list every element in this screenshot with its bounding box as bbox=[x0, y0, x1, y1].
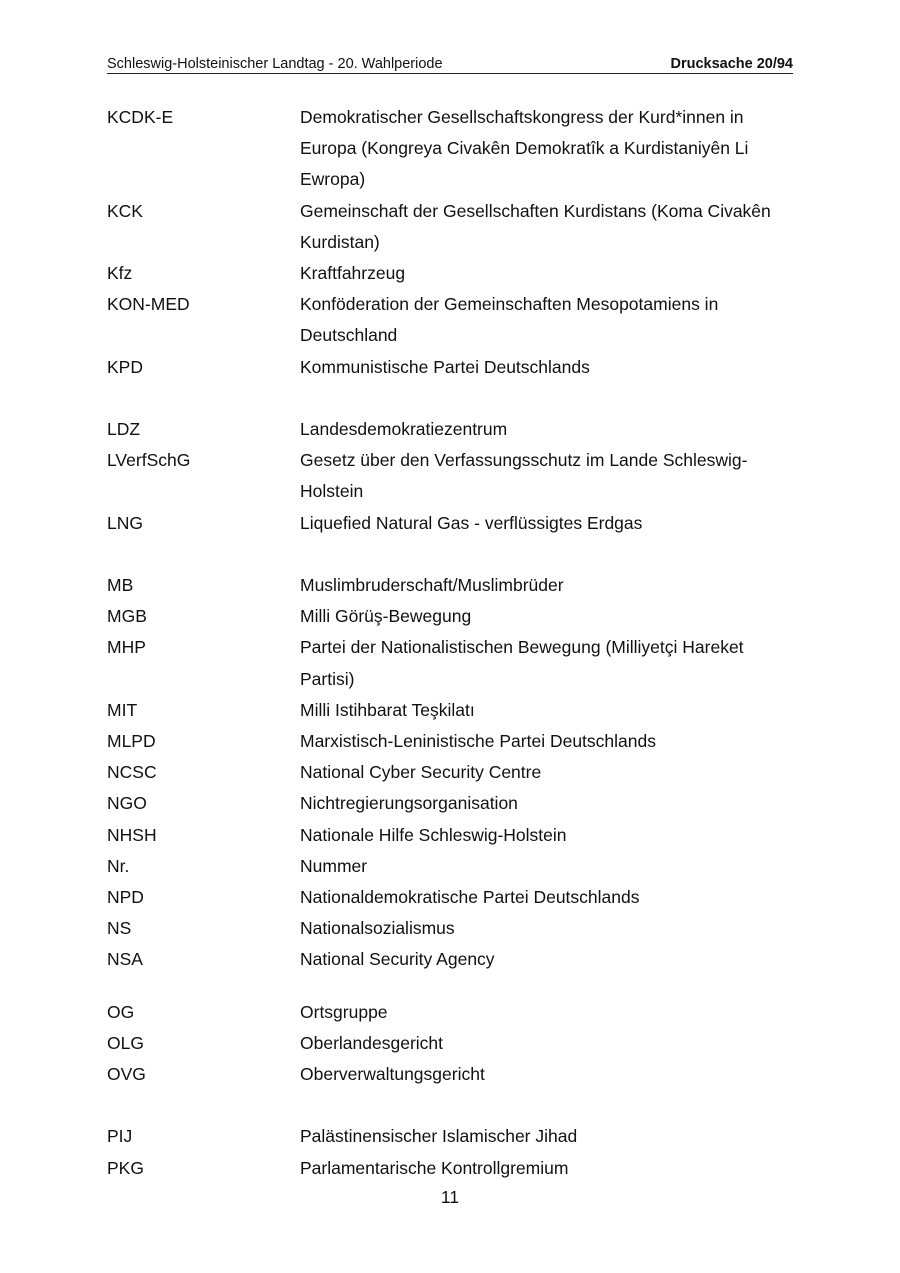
section-gap bbox=[107, 1090, 797, 1121]
abbreviation: NHSH bbox=[107, 824, 157, 845]
abbreviation: MIT bbox=[107, 699, 138, 720]
page-number: 11 bbox=[440, 1187, 460, 1207]
section-gap bbox=[107, 976, 797, 997]
definition: Kommunistische Partei Deutschlands bbox=[300, 356, 590, 377]
list-item bbox=[107, 445, 797, 507]
list-item bbox=[107, 1121, 797, 1152]
list-item bbox=[107, 726, 797, 757]
definition: Nationale Hilfe Schleswig-Holstein bbox=[300, 824, 567, 845]
definition: Gemeinschaft der Gesellschaften Kurdistans (Koma Civakên Kurdistan) bbox=[300, 200, 771, 252]
list-item bbox=[107, 757, 797, 788]
list-item bbox=[107, 1153, 797, 1184]
definition: Palästinensischer Islamischer Jihad bbox=[300, 1126, 578, 1147]
abbreviation: Nr. bbox=[107, 855, 130, 876]
list-item bbox=[107, 352, 797, 383]
section-gap bbox=[107, 539, 797, 570]
list-item bbox=[107, 695, 797, 726]
definition: Oberlandesgericht bbox=[300, 1032, 443, 1053]
definition: Liquefied Natural Gas - verflüssigtes Erdgas bbox=[300, 512, 643, 533]
abbreviation: MGB bbox=[107, 606, 147, 627]
header-title: Schleswig-Holsteinischer Landtag - 20. Wahlperiode bbox=[107, 56, 443, 72]
abbreviation: MHP bbox=[107, 637, 146, 658]
list-item bbox=[107, 944, 797, 975]
definition: Gesetz über den Verfassungsschutz im Lande Schleswig-Holstein bbox=[300, 450, 748, 502]
definition: Muslimbruderschaft/Muslimbrüder bbox=[300, 575, 564, 596]
abbreviation-list bbox=[107, 102, 797, 1184]
document-number: Drucksache 20/94 bbox=[670, 56, 793, 72]
definition: Demokratischer Gesellschaftskongress der Kurd*innen in Europa (Kongreya Civakên Demokratîk a Kurdistaniyên Li Ewropa) bbox=[300, 107, 749, 190]
abbreviation: LVerfSchG bbox=[107, 450, 191, 471]
definition: Milli Görüş-Bewegung bbox=[300, 606, 472, 627]
list-item bbox=[107, 414, 797, 445]
abbreviation: LNG bbox=[107, 512, 143, 533]
definition: Kraftfahrzeug bbox=[300, 263, 406, 284]
list-item bbox=[107, 196, 797, 258]
list-item bbox=[107, 820, 797, 851]
definition: National Security Agency bbox=[300, 949, 495, 970]
definition: Nichtregierungsorganisation bbox=[300, 793, 518, 814]
list-item bbox=[107, 851, 797, 882]
list-item bbox=[107, 632, 797, 694]
definition: Nationaldemokratische Partei Deutschlands bbox=[300, 887, 640, 908]
page-header bbox=[107, 55, 793, 74]
list-item bbox=[107, 102, 797, 196]
abbreviation: OG bbox=[107, 1001, 135, 1022]
abbreviation: KPD bbox=[107, 356, 143, 377]
abbreviation: PIJ bbox=[107, 1126, 133, 1147]
definition: Marxistisch-Leninistische Partei Deutschlands bbox=[300, 731, 656, 752]
definition: Nationalsozialismus bbox=[300, 918, 455, 939]
abbreviation: MLPD bbox=[107, 731, 156, 752]
abbreviation: LDZ bbox=[107, 419, 141, 440]
definition: Milli Istihbarat Teşkilatı bbox=[300, 699, 475, 720]
abbreviation: OLG bbox=[107, 1032, 144, 1053]
abbreviation: PKG bbox=[107, 1157, 144, 1178]
abbreviation: NGO bbox=[107, 793, 147, 814]
definition: Parlamentarische Kontrollgremium bbox=[300, 1157, 569, 1178]
definition: Konföderation der Gemeinschaften Mesopotamiens in Deutschland bbox=[300, 294, 719, 346]
list-item bbox=[107, 570, 797, 601]
list-item bbox=[107, 508, 797, 539]
definition: Oberverwaltungsgericht bbox=[300, 1064, 485, 1085]
list-item bbox=[107, 289, 797, 351]
abbreviation: MB bbox=[107, 575, 134, 596]
list-item bbox=[107, 601, 797, 632]
list-item bbox=[107, 1028, 797, 1059]
abbreviation: NCSC bbox=[107, 762, 157, 783]
abbreviation: OVG bbox=[107, 1064, 146, 1085]
definition: Nummer bbox=[300, 855, 368, 876]
abbreviation: KCDK-E bbox=[107, 107, 174, 127]
abbreviation: Kfz bbox=[107, 263, 133, 284]
definition: Partei der Nationalistischen Bewegung (Milliyetçi Hareket Partisi) bbox=[300, 637, 744, 689]
definition: Ortsgruppe bbox=[300, 1001, 388, 1022]
list-item bbox=[107, 258, 797, 289]
section-gap bbox=[107, 383, 797, 414]
list-item bbox=[107, 997, 797, 1028]
abbreviation: NPD bbox=[107, 887, 144, 908]
abbreviation: KCK bbox=[107, 200, 143, 221]
definition: National Cyber Security Centre bbox=[300, 762, 542, 783]
list-item bbox=[107, 882, 797, 913]
list-item bbox=[107, 913, 797, 944]
abbreviation: KON-MED bbox=[107, 294, 190, 315]
abbreviation: NS bbox=[107, 918, 132, 939]
abbreviation: NSA bbox=[107, 949, 143, 970]
list-item bbox=[107, 1059, 797, 1090]
definition: Landesdemokratiezentrum bbox=[300, 419, 508, 440]
list-item bbox=[107, 788, 797, 819]
